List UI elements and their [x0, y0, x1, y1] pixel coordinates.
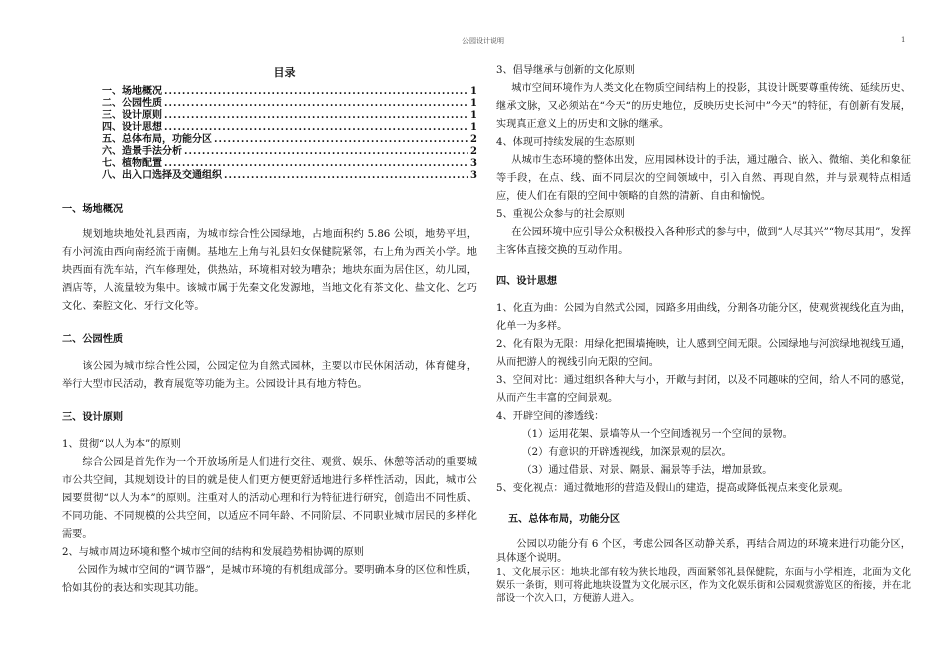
- list-item: 4、体现可持续发展的生态原则: [496, 137, 635, 148]
- toc-leader-dots: [164, 98, 468, 110]
- list-item: 2、与城市周边环境和整个城市空间的结构和发展趋势相协调的原则: [62, 547, 364, 558]
- toc-entry[interactable]: [62, 98, 477, 110]
- paragraph: 1、文化展示区：地块北部有较为狭长地段，西面紧邻礼县保健院，东面与小学相连，北面为文化娱乐一条街，则可将此地块设置为文化展示区，作为文化娱乐街和公园观赏游览区的衔接，并在北部设一个次入口，方便游人进入。: [496, 567, 911, 604]
- toc-entry-page: 1: [470, 86, 477, 97]
- list-item: 5、重视公众参与的社会原则: [496, 209, 625, 220]
- toc-leader-dots: [224, 170, 468, 182]
- section-heading: 五、总体布局，功能分区: [508, 513, 621, 525]
- paragraph: 综合公园是首先作为一个开放场所是人们进行交往、观赏、娱乐、休憩等活动的重要城市公共空间，其规划设计的目的就是使人们更方便更舒适地进行多样性活动，因此，城市公园要贯彻“以人为本”的原则。注重对人的活动心理和行为特征进行研究，创造出不同性质、不同功能、不同规模的公共空间，以适应不同年龄、不同阶层、不同职业城市居民的多样化需要。: [62, 457, 477, 540]
- list-item: （1）运用花架、景墙等从一个空间透视另一个空间的景物。: [521, 429, 793, 440]
- paragraph: 公园以功能分有 6 个区，考虑公园各区动静关系，再结合周边的环境来进行功能分区，具体逐个说明。: [496, 539, 911, 564]
- toc-entry[interactable]: [62, 146, 477, 158]
- toc-entry-page: 1: [470, 98, 477, 109]
- toc-leader-dots: [214, 134, 468, 146]
- table-of-contents: [62, 86, 477, 182]
- section-heading: 四、设计思想: [496, 275, 558, 287]
- section-heading: 三、设计原则: [62, 411, 124, 423]
- toc-entry-page: 1: [470, 122, 477, 133]
- section-heading: 二、公园性质: [62, 333, 124, 345]
- right-column: [496, 62, 911, 605]
- paragraph: 从城市生态环境的整体出发，应用园林设计的手法，通过融合、嵌入、微缩、美化和象征等手段，在点、线、面不同层次的空间领域中，引入自然、再现自然，并与景观特点相适应，使人们在有限的空间中领略的自然的清新、自由和愉悦。: [496, 155, 911, 202]
- paragraph: 在公园环境中应引导公众积极投入各种形式的参与中，做到“人尽其兴”“物尽其用”，发挥主客体直接交换的互动作用。: [496, 227, 911, 256]
- toc-leader-dots: [184, 146, 468, 158]
- toc-leader-dots: [164, 158, 468, 170]
- toc-title: 目录: [273, 66, 296, 79]
- toc-entry[interactable]: [62, 122, 477, 134]
- left-column: [62, 64, 477, 598]
- paragraph: 1、化直为曲：公园为自然式公园，园路多用曲线，分割各功能分区，使观赏视线化直为曲，化单一为多样。: [496, 303, 911, 332]
- toc-entry-label: 八、出入口选择及交通组织: [102, 170, 222, 181]
- paragraph: 公园作为城市空间的“调节器”，是城市环境的有机组成部分。要明确本身的区位和性质，恰如其份的表达和实现其功能。: [62, 565, 477, 594]
- toc-entry-page: 2: [470, 146, 477, 157]
- toc-entry-label: 二、公园性质: [102, 98, 162, 109]
- toc-entry-page: 1: [470, 110, 477, 121]
- section-heading: 一、场地概况: [62, 203, 124, 215]
- paragraph: 规划地块地处礼县西南，为城市综合性公园绿地，占地面积约 5.86 公顷，地势平坦，有小河流由西向南经流于南侧。基地左上角与礼县妇女保健院紧邻，右上角为西关小学。地块西面有洗车站，汽车修理处，供热站，环境相对较为嘈杂；地块东面为居住区，幼儿园，酒店等，人流量较为集中。该城市属于先秦文化发源地，当地文化有茶文化、盐文化、乞巧文化、秦腔文化、牙行文化等。: [62, 229, 477, 312]
- toc-entry[interactable]: [62, 110, 477, 122]
- toc-entry[interactable]: [62, 158, 477, 170]
- toc-entry-page: 2: [470, 134, 477, 145]
- toc-entry-label: 一、场地概况: [102, 86, 162, 97]
- toc-entry-label: 五、总体布局，功能分区: [102, 134, 212, 145]
- toc-leader-dots: [164, 86, 468, 98]
- paragraph: 2、化有限为无限：用绿化把围墙掩映，让人感到空间无限。公园绿地与河滨绿地视线互通，从而把游人的视线引向无限的空间。: [496, 339, 911, 368]
- header-title: 公园设计说明: [462, 37, 504, 45]
- toc-entry-label: 三、设计原则: [102, 110, 162, 121]
- paragraph: 该公园为城市综合性公园，公园定位为自然式园林，主要以市民休闲活动，体育健身，举行大型市民活动，教育展览等功能为主。公园设计具有地方特色。: [62, 361, 477, 390]
- list-item: （3）通过借景、对景、隔景、漏景等手法，增加景致。: [521, 465, 773, 476]
- paragraph: 4、开辟空间的渗透线：: [496, 411, 605, 422]
- paragraph: 3、空间对比：通过组织各种大与小，开敞与封闭，以及不同趣味的空间，给人不同的感觉，从而产生丰富的空间景观。: [496, 375, 911, 404]
- toc-entry-label: 四、设计思想: [102, 122, 162, 133]
- toc-leader-dots: [164, 110, 468, 122]
- list-item: 1、贯彻“以人为本”的原则: [62, 439, 181, 450]
- toc-entry-label: 七、植物配置: [102, 158, 162, 169]
- page-number: 1: [901, 36, 906, 44]
- paragraph: 5、变化视点：通过微地形的营造及假山的建造，提高或降低视点来变化景观。: [496, 483, 849, 494]
- toc-entry-page: 3: [470, 170, 477, 181]
- toc-entry-page: 3: [470, 158, 477, 169]
- list-item: 3、倡导继承与创新的文化原则: [496, 65, 635, 76]
- toc-entry[interactable]: [62, 170, 477, 182]
- toc-entry[interactable]: [62, 134, 477, 146]
- toc-entry[interactable]: [62, 86, 477, 98]
- paragraph: 城市空间环境作为人类文化在物质空间结构上的投影，其设计既要尊重传统、延续历史、继承文脉，又必须站在“今天“的历史地位，反映历史长河中”今天”的特征，有创新有发展，实现真正意义上的历史和文脉的继承。: [496, 83, 911, 130]
- list-item: （2）有意识的开辟透视线，加深景观的层次。: [521, 447, 732, 458]
- toc-leader-dots: [164, 122, 468, 134]
- toc-entry-label: 六、造景手法分析: [102, 146, 182, 157]
